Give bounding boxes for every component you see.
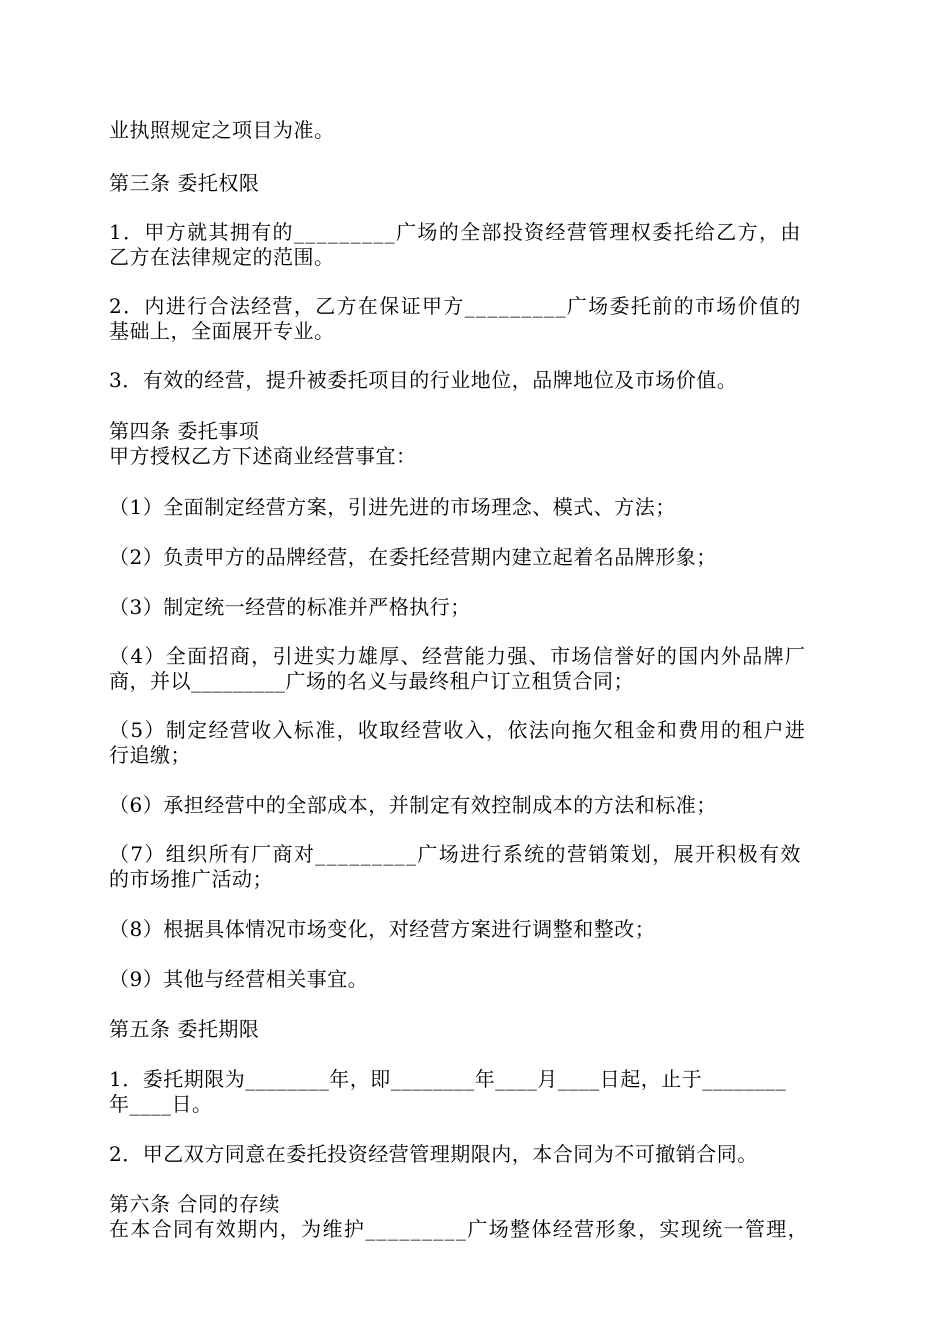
text-line: 3．有效的经营，提升被委托项目的行业地位，品牌地位及市场价值。 <box>109 368 738 392</box>
section-heading: 第五条 委托期限 <box>109 1017 260 1041</box>
list-item: （6）承担经营中的全部成本，并制定有效控制成本的方法和标准； <box>109 793 717 817</box>
text-line: 2．内进行合法经营，乙方在保证甲方_________广场委托前的市场价值的 <box>109 294 802 318</box>
list-item: （8）根据具体情况市场变化，对经营方案进行调整和整改； <box>109 917 656 941</box>
text-line: 行追缴； <box>109 743 191 767</box>
list-item: （2）负责甲方的品牌经营，在委托经营期内建立起着名品牌形象； <box>109 545 717 569</box>
text-line: 1．委托期限为________年，即________年____月____日起，止于________ <box>109 1067 787 1091</box>
text-line: 基础上，全面展开专业。 <box>109 319 335 343</box>
text-line: 甲方授权乙方下述商业经营事宜： <box>109 444 417 468</box>
list-item: （9）其他与经营相关事宜。 <box>109 967 369 991</box>
text-line: 1．甲方就其拥有的_________广场的全部投资经营管理权委托给乙方，由 <box>109 220 802 244</box>
text-line: 在本合同有效期内，为维护_________广场整体经营形象，实现统一管理， <box>109 1217 809 1241</box>
text-line: 乙方在法律规定的范围。 <box>109 245 335 269</box>
text-line: 商，并以_________广场的名义与最终租户订立租赁合同； <box>109 669 634 693</box>
list-item: （4）全面招商，引进实力雄厚、经营能力强、市场信誉好的国内外品牌厂 <box>109 644 807 668</box>
list-item: （7）组织所有厂商对_________广场进行系统的营销策划，展开积极有效 <box>109 842 802 866</box>
list-item: （3）制定统一经营的标准并严格执行； <box>109 595 471 619</box>
text-line: 业执照规定之项目为准。 <box>109 118 335 142</box>
section-heading: 第四条 委托事项 <box>109 419 260 443</box>
list-item: （5）制定经营收入标准，收取经营收入，依法向拖欠租金和费用的租户进 <box>109 718 807 742</box>
text-line: 的市场推广活动； <box>109 867 273 891</box>
section-heading: 第三条 委托权限 <box>109 171 260 195</box>
list-item: （1）全面制定经营方案，引进先进的市场理念、模式、方法； <box>109 495 676 519</box>
text-line: 年____日。 <box>109 1092 213 1116</box>
section-heading: 第六条 合同的存续 <box>109 1192 280 1216</box>
text-line: 2．甲乙双方同意在委托投资经营管理期限内，本合同为不可撤销合同。 <box>109 1142 758 1166</box>
